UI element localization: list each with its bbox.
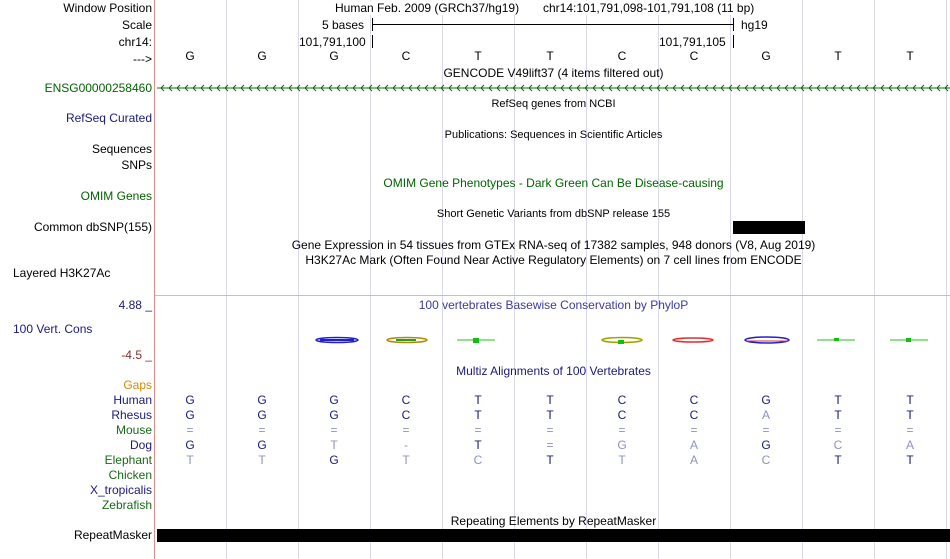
alignment-base-rhesus: C <box>689 408 699 422</box>
alignment-base-human: T <box>546 393 554 407</box>
gencode-gene-feature[interactable] <box>157 81 950 95</box>
track-label-repeatmasker[interactable]: RepeatMasker <box>73 528 152 542</box>
alignment-base-elephant: T <box>258 453 266 467</box>
track-label-dbsnp[interactable]: Common dbSNP(155) <box>33 220 152 234</box>
alignment-base-dog: G <box>617 438 627 452</box>
cons-separator-line <box>155 295 950 296</box>
species-label-xtropicalis[interactable]: X_tropicalis <box>89 483 152 497</box>
alignment-base-rhesus: G <box>185 408 195 422</box>
alignment-base-mouse: = <box>186 423 194 437</box>
reference-base: G <box>329 49 339 63</box>
ruler-coord-right: 101,791,105 <box>659 35 726 49</box>
alignment-base-dog: C <box>833 438 843 452</box>
cons-logo-3 <box>316 338 358 343</box>
publications-title: Publications: Sequences in Scientific Articles <box>444 129 663 141</box>
species-label-dog[interactable]: Dog <box>129 438 152 452</box>
chr-label: chr14: <box>118 35 152 49</box>
track-label-gaps[interactable]: Gaps <box>123 378 152 392</box>
scale-bar-right-tick <box>733 18 734 31</box>
omim-title: OMIM Gene Phenotypes - Dark Green Can Be Disease-causing <box>383 176 724 190</box>
cons-logo-7 <box>602 338 642 345</box>
phylop-title: 100 vertebrates Basewise Conservation by PhyloP <box>418 298 689 312</box>
alignment-base-rhesus: A <box>761 408 770 422</box>
alignment-base-human: C <box>689 393 699 407</box>
scale-db: hg19 <box>741 18 768 32</box>
alignment-base-rhesus: T <box>906 408 914 422</box>
alignment-base-mouse: = <box>762 423 770 437</box>
alignment-base-mouse: = <box>690 423 698 437</box>
species-label-human[interactable]: Human <box>113 393 152 407</box>
track-label-refseq[interactable]: RefSeq Curated <box>65 111 152 125</box>
alignment-base-dog: = <box>546 438 554 452</box>
species-label-mouse[interactable]: Mouse <box>115 423 152 437</box>
alignment-base-human: T <box>906 393 914 407</box>
alignment-base-rhesus: T <box>546 408 554 422</box>
reference-base: G <box>185 49 195 63</box>
alignment-base-human: G <box>185 393 195 407</box>
alignment-base-mouse: = <box>474 423 482 437</box>
scale-label: Scale <box>121 18 152 32</box>
cons-logo-5 <box>457 338 495 343</box>
reference-base: T <box>474 49 482 63</box>
alignment-base-rhesus: C <box>617 408 627 422</box>
alignment-base-dog: T <box>474 438 482 452</box>
alignment-base-elephant: G <box>329 453 339 467</box>
reference-base: T <box>834 49 842 63</box>
alignment-base-elephant: T <box>402 453 410 467</box>
alignment-base-mouse: = <box>546 423 554 437</box>
cons-max-label: 4.88 _ <box>118 298 152 312</box>
dbsnp-title: Short Genetic Variants from dbSNP release 155 <box>436 208 671 220</box>
alignment-base-elephant: T <box>546 453 554 467</box>
scale-bar-left-tick <box>372 18 373 31</box>
alignment-base-dog: G <box>185 438 195 452</box>
cons-logo-4 <box>387 338 427 343</box>
reference-base: C <box>401 49 411 63</box>
track-label-omim[interactable]: OMIM Genes <box>80 189 152 203</box>
alignment-base-elephant: C <box>761 453 771 467</box>
track-label-ensg[interactable]: ENSG00000258460 <box>44 81 152 95</box>
dbsnp-variant-feature[interactable] <box>733 221 805 234</box>
gencode-title: GENCODE V49lift37 (4 items filtered out) <box>443 66 664 80</box>
alignment-base-mouse: = <box>330 423 338 437</box>
alignment-base-dog: G <box>257 438 267 452</box>
track-label-h3k27ac[interactable]: Layered H3K27Ac <box>13 266 111 280</box>
species-label-chicken[interactable]: Chicken <box>108 468 152 482</box>
label-separator <box>154 0 155 559</box>
alignment-base-human: C <box>617 393 627 407</box>
alignment-base-elephant: T <box>186 453 194 467</box>
reference-base: T <box>546 49 554 63</box>
alignment-base-human: T <box>474 393 482 407</box>
alignment-base-rhesus: G <box>257 408 267 422</box>
alignment-base-mouse: = <box>906 423 914 437</box>
alignment-base-dog: - <box>404 438 408 452</box>
gtex-title: Gene Expression in 54 tissues from GTEx RNA-seq of 17382 samples, 948 donors (V8, Aug 2019) <box>291 238 816 252</box>
cons-logo-8 <box>673 338 713 342</box>
cons-logo-11 <box>890 338 928 342</box>
alignment-base-elephant: C <box>473 453 483 467</box>
alignment-base-elephant: T <box>618 453 626 467</box>
alignment-base-elephant: T <box>834 453 842 467</box>
reference-base: C <box>617 49 627 63</box>
alignment-base-rhesus: T <box>834 408 842 422</box>
track-label-snps[interactable]: SNPs <box>121 158 152 172</box>
track-label-cons[interactable]: 100 Vert. Cons <box>13 322 93 336</box>
alignment-base-human: G <box>257 393 267 407</box>
alignment-base-dog: A <box>689 438 698 452</box>
alignment-base-elephant: A <box>689 453 698 467</box>
species-label-rhesus[interactable]: Rhesus <box>111 408 152 422</box>
alignment-base-dog: T <box>330 438 338 452</box>
ruler-coord-left: 101,791,100 <box>299 35 366 49</box>
alignment-base-mouse: = <box>402 423 410 437</box>
alignment-base-dog: A <box>905 438 914 452</box>
alignment-base-human: C <box>401 393 411 407</box>
alignment-base-mouse: = <box>834 423 842 437</box>
alignment-base-rhesus: C <box>401 408 411 422</box>
alignment-base-human: T <box>834 393 842 407</box>
reference-base: C <box>689 49 699 63</box>
alignment-base-elephant: T <box>906 453 914 467</box>
cons-logo-9 <box>745 337 789 343</box>
cons-min-label: -4.5 _ <box>121 348 152 362</box>
alignment-base-human: G <box>329 393 339 407</box>
gencode-strand-arrows <box>157 81 950 95</box>
alignment-base-mouse: = <box>618 423 626 437</box>
alignment-base-dog: G <box>761 438 771 452</box>
multiz-title: Multiz Alignments of 100 Vertebrates <box>456 364 651 378</box>
cons-logo-10 <box>817 338 855 341</box>
reference-base: G <box>761 49 771 63</box>
ruler-tick-right <box>733 35 734 48</box>
strand-arrow-label: ---> <box>133 52 152 66</box>
h3k27ac-title: H3K27Ac Mark (Often Found Near Active Regulatory Elements) on 7 cell lines from ENCODE <box>305 253 802 267</box>
scale-bases: 5 bases <box>322 18 365 32</box>
reference-base: T <box>906 49 914 63</box>
repeatmasker-feature[interactable] <box>157 529 950 542</box>
reference-base: G <box>257 49 267 63</box>
scale-bar <box>373 24 733 25</box>
refseq-title: RefSeq genes from NCBI <box>491 98 616 110</box>
alignment-base-rhesus: T <box>474 408 482 422</box>
alignment-base-rhesus: G <box>329 408 339 422</box>
species-label-zebrafish[interactable]: Zebrafish <box>101 498 152 512</box>
window-position-label: Window Position <box>63 1 152 15</box>
repeatmasker-title: Repeating Elements by RepeatMasker <box>450 514 657 528</box>
species-label-elephant[interactable]: Elephant <box>104 453 152 467</box>
track-label-sequences[interactable]: Sequences <box>91 142 152 156</box>
conservation-logos <box>300 332 950 348</box>
window-position-value: chr14:101,791,098-101,791,108 (11 bp) <box>543 1 755 15</box>
alignment-base-mouse: = <box>258 423 266 437</box>
assembly-title: Human Feb. 2009 (GRCh37/hg19) <box>335 1 520 15</box>
ruler-tick-left <box>372 35 373 48</box>
alignment-base-human: G <box>761 393 771 407</box>
